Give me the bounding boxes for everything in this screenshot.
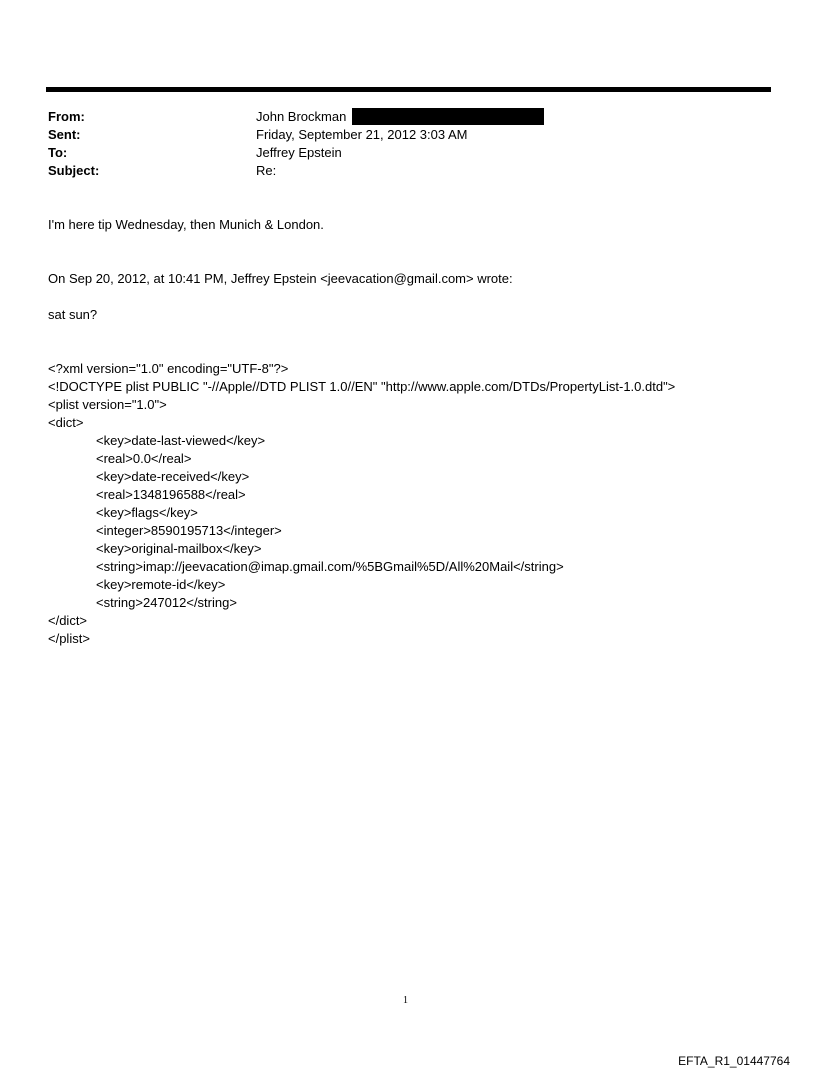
xml-line: <key>date-received</key> (96, 469, 250, 484)
xml-line: <real>1348196588</real> (96, 487, 246, 502)
to-value: Jeffrey Epstein (256, 145, 342, 160)
xml-line: <key>flags</key> (96, 505, 198, 520)
subject-label: Subject: (48, 163, 100, 178)
quote-header: On Sep 20, 2012, at 10:41 PM, Jeffrey Epstein <jeevacation@gmail.com> wrote: (48, 271, 513, 286)
xml-line: </plist> (48, 631, 90, 646)
header-rule (46, 87, 771, 92)
xml-line: <plist version="1.0"> (48, 397, 167, 412)
xml-line: </dict> (48, 613, 88, 628)
redaction-box (352, 108, 544, 125)
from-value (256, 108, 544, 126)
xml-line: <key>original-mailbox</key> (96, 541, 262, 556)
xml-line: <key>date-last-viewed</key> (96, 433, 266, 448)
from-label: From: (48, 109, 85, 124)
xml-line: <?xml version="1.0" encoding="UTF-8"?> (48, 361, 289, 376)
xml-line: <integer>8590195713</integer> (96, 523, 282, 538)
xml-line: <string>imap://jeevacation@imap.gmail.com/%5BGmail%5D/All%20Mail</string> (96, 559, 564, 574)
to-label: To: (48, 145, 68, 160)
xml-line: <!DOCTYPE plist PUBLIC "-//Apple//DTD PLIST 1.0//EN" "http://www.apple.com/DTDs/PropertyList-1.0.dtd"> (48, 379, 676, 394)
xml-line: <dict> (48, 415, 84, 430)
subject-value: Re: (256, 163, 277, 178)
xml-line: <key>remote-id</key> (96, 577, 226, 592)
from-name: John Brockman (256, 109, 347, 124)
document-id: EFTA_R1_01447764 (678, 1054, 790, 1068)
xml-line: <real>0.0</real> (96, 451, 192, 466)
sent-value: Friday, September 21, 2012 3:03 AM (256, 127, 468, 142)
reply-text: I'm here tip Wednesday, then Munich & London. (48, 217, 324, 232)
sent-label: Sent: (48, 127, 81, 142)
quote-text: sat sun? (48, 307, 98, 322)
xml-line: <string>247012</string> (96, 595, 237, 610)
page-number: 1 (403, 995, 408, 1006)
